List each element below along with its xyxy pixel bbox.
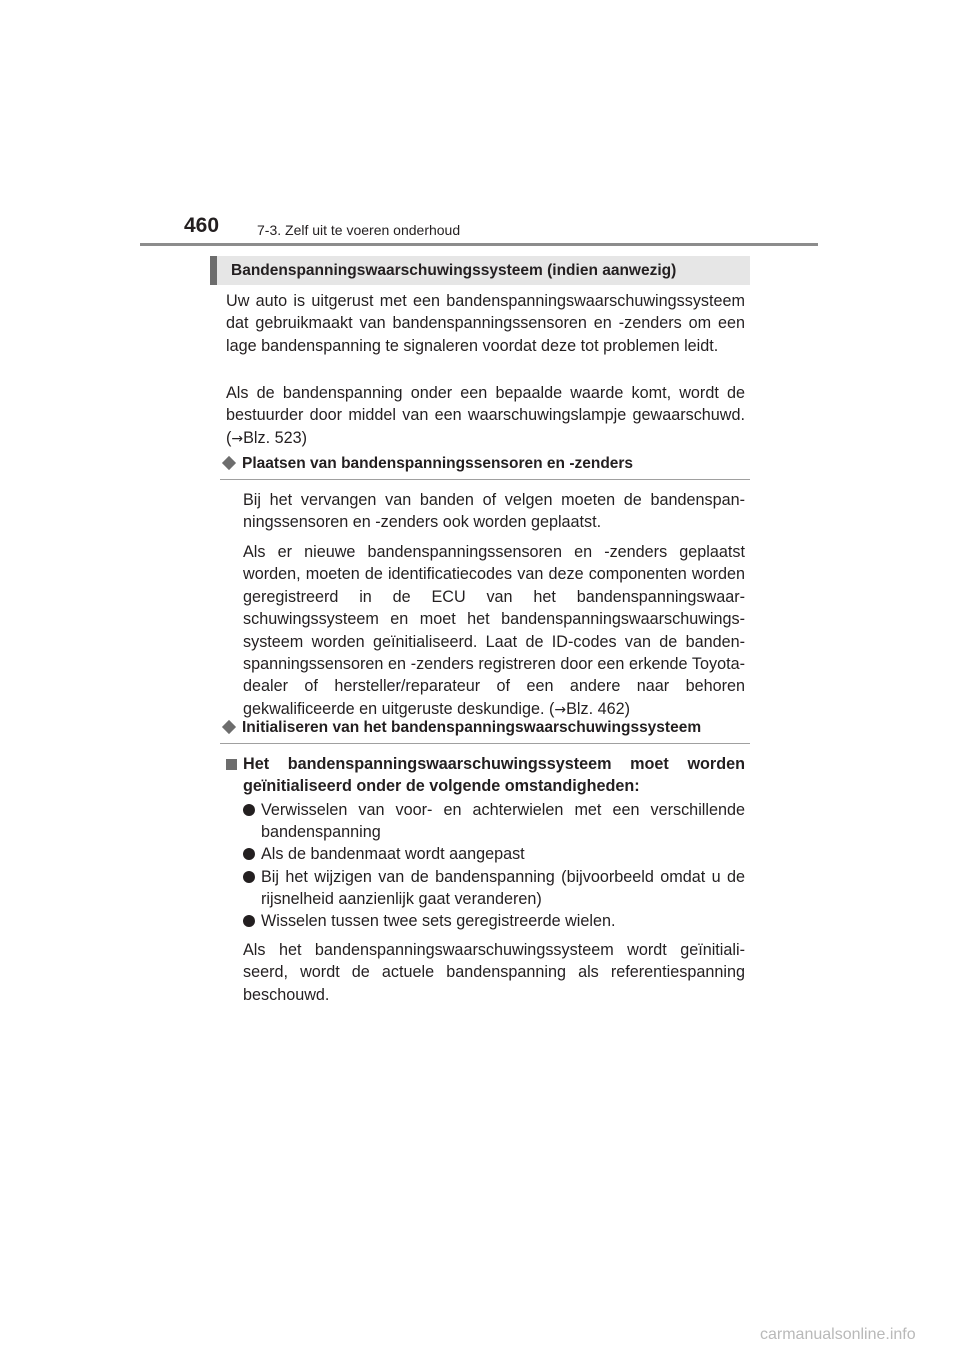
condition-heading: Het bandenspanningswaarschuwingssysteem moet worden geïnitialiseerd onder de volgende omstandigheden:	[243, 755, 745, 796]
round-bullet-icon	[243, 915, 255, 927]
list-item-text: Als de bandenmaat wordt aangepast	[261, 845, 525, 863]
sensors-paragraph-2-text: Als er nieuwe bandenspanningssensoren en -zenders geplaatst worden, moeten de identificatiecodes van deze componenten worden geregistreerd in de ECU van het bandenspanningswaarschuwingssysteem en moet het bandenspanningswaarschuwingssysteem worden geïnitialiseerd. Laat de ID-codes van de bandenspanningssensoren en -zenders registreren door een erkende Toyota-dealer of hersteller/reparateur of een andere naar behoren gekwalificeerde en uitgeruste deskundige. (	[243, 543, 745, 718]
arrow-right-icon: →	[554, 701, 567, 718]
intro-paragraph-2	[226, 382, 745, 450]
arrow-right-icon: →	[231, 430, 244, 447]
subheading-initialise-title: Initialiseren van het bandenspanningswaarschuwingssysteem	[242, 719, 702, 736]
header-rule	[140, 243, 818, 246]
subheading-sensors	[220, 455, 750, 480]
intro-paragraph-1: Uw auto is uitgerust met een bandenspanningswaarschuwingssysteem dat gebruikmaakt van bandenspanningssensoren en -zenders om een lage bandenspanning te signaleren voordat deze tot problemen leidt.	[226, 292, 745, 355]
page-reference-523[interactable]: Blz. 523)	[243, 428, 308, 447]
list-item-text: Wisselen tussen twee sets geregistreerde wielen.	[261, 912, 616, 930]
list-item-text: Verwisselen van voor- en achterwielen met een verschillende bandenspanning	[261, 801, 745, 842]
section-heading-bar	[210, 256, 750, 285]
round-bullet-icon	[243, 848, 255, 860]
square-bullet-icon	[226, 759, 237, 770]
page-reference-462[interactable]: Blz. 462)	[566, 699, 630, 718]
subheading-sensors-title: Plaatsen van bandenspanningssensoren en -zenders	[242, 455, 634, 472]
watermark: carmanualsonline.info	[760, 1326, 916, 1343]
initialise-closing-paragraph: Als het bandenspanningswaarschuwingssysteem wordt geïnitialiseerd, wordt de actuele bandenspanning als referentiespanning beschouwd.	[243, 941, 745, 1004]
subheading-initialise	[220, 719, 750, 744]
page-header	[0, 210, 960, 250]
round-bullet-icon	[243, 804, 255, 816]
list-item-text: Bij het wijzigen van de bandenspanning (bijvoorbeeld omdat u de rijsnelheid aanzienlijk gaat veranderen)	[261, 868, 745, 909]
page-number: 460	[184, 214, 220, 237]
diamond-bullet-icon	[222, 456, 236, 470]
running-head: 7-3. Zelf uit te voeren onderhoud	[257, 222, 461, 238]
round-bullet-icon	[243, 871, 255, 883]
intro-paragraph-2-text: Als de bandenspanning onder een bepaalde waarde komt, wordt de bestuurder door middel van een waarschuwingslampje gewaarschuwd. (	[226, 384, 745, 447]
sensors-paragraph-1: Bij het vervangen van banden of velgen moeten de bandenspanningssensoren en -zenders ook worden geplaatst.	[243, 491, 745, 532]
sensors-paragraph-2	[243, 541, 745, 721]
section-title: Bandenspanningswaarschuwingssysteem (indien aanwezig)	[231, 262, 677, 279]
diamond-bullet-icon	[222, 720, 236, 734]
